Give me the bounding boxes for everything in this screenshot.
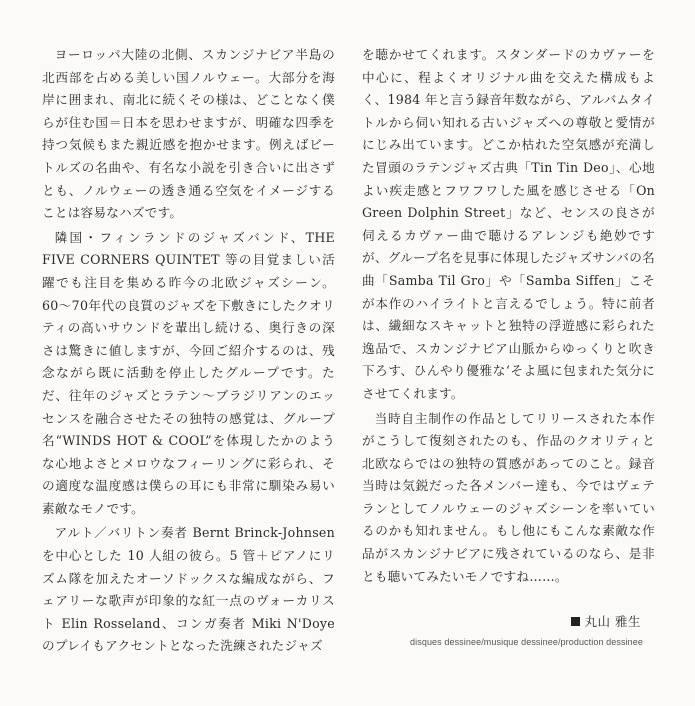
paragraph-norway-intro: ヨーロッパ大陸の北側、スカンジナビア半島の北西部を占める美しい国ノルウェー。大部分を海岸に囲まれ、南北に続くその様は、どことなく僕らが住む国＝日本を思わせますが、明確な四季を持つ気候もまた親近感を抱かせます。例えばビートルズの名曲や、有名な小説を引き合いに出さずとも、ノルウェーの透き通る空気をイメージすることは容易なハズです。 xyxy=(42,47,335,221)
paragraph-band-lineup: アルト／バリトン奏者 Bernt Brinck-Johnsen を中心とした 10 人組の彼ら。5 管＋ピアノにリズム隊を加えたオーソドックスな編成ながら、フェアリーな歌声が印象的な紅一点のヴォーカリスト Elin Rosseland、コンガ奏者 Miki N'Doye のプレイもアクセントとなった洗練されたジャズ xyxy=(42,525,335,654)
black-square-icon xyxy=(571,617,580,626)
label-credits: disques dessinee/musique dessinee/production dessinee xyxy=(410,637,643,647)
paragraph-reissue: 当時自主制作の作品としてリリースされた本作がこうして復刻されたのも、作品のクオリティと北欧ならではの独特の質感があってのこと。録音当時は気鋭だった各メンバー達も、今ではヴェテランとしてノルウェーのジャズシーンを率いているのかも知れません。もし他にもこんな素敵な作品がスカンジナビアに残されているのなら、是非とも聴いてみたいモノですね……。 xyxy=(362,410,655,584)
paragraph-repertoire: を聴かせてくれます。スタンダードのカヴァーを中心に、程よくオリジナル曲を交えた構成もよく、1984 年と言う録音年数ながら、アルバムタイトルから伺い知れる古いジャズへの尊敬と愛情がにじみ出ています。どこか枯れた空気感が充満した冒頭のラテンジャズ古典「Tin Tin Deo」、心地よい疾走感とフワフワした風を感じさせる「On Green Dolphin Street」など、センスの良さが伺えるカヴァー曲で聴けるアレンジも絶妙ですが、グループ名を見事に体現したジャズサンバの名曲「Samba Til Gro」や「Samba Siffen」こそが本作のハイライトと言えるでしょう。特に前者は、繊細なスキャットと独特の浮遊感に彩られた逸品で、スカンジナビア山脈からゆっくりと吹き下ろす、ひんやり優雅な‘そよ風に包まれた気分にさせてくれます。 xyxy=(362,47,655,401)
author-name: 丸山 雅生 xyxy=(584,614,641,629)
paragraph-nordic-jazz-scene: 隣国・フィンランドのジャズバンド、THE FIVE CORNERS QUINTET 等の目覚ましい活躍でも注目を集める昨今の北欧ジャズシーン。60〜70年代の良質のジャズを下敷きにしたクオリティの高いサウンドを輩出し続ける、奥行きの深さは驚きに値しますが、今回ご紹介するのは、残念ながら既に活動を停止したグループです。ただ、往年のジャズとラテン〜ブラジリアンのエッセンスを融合させたその独特の感覚は、グループ名“WINDS HOT & COOL”を体現したかのような心地よさとメロウなフィーリングに彩られ、その適度な温度感は僕らの耳にも非常に馴染み易い素敵なモノです。 xyxy=(42,229,335,516)
author-byline xyxy=(571,612,641,630)
right-column xyxy=(362,44,655,590)
left-column xyxy=(42,44,335,660)
